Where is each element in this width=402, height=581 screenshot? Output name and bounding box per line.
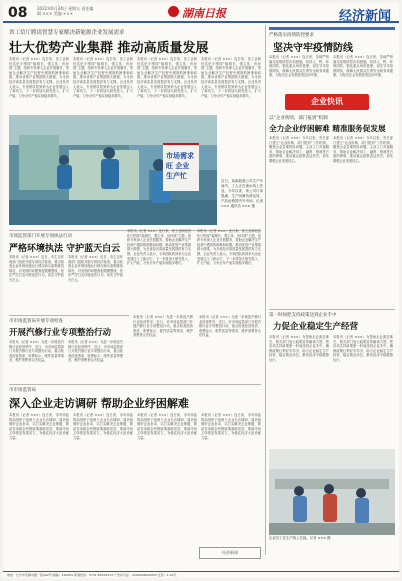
right-top-body-col-2: 本报讯（记者 ×××）连日来，各地严格落实疫情防控各项措施，坚持人、物、环境同防，强化重点场所管理，切实守牢疫情防线，保障人民群众生命安全和身体健康，为经济社会发展营造良好环境。 xyxy=(333,55,393,78)
bottom-body-col-4: 本报讯（记者 ×××）连日来，市市场监管局组织干部深入企业走访调研，面对面倾听企业诉求，实打实解决企业难题，推动各项助企纾困政策落地见效，帮助市场主体恢复发展活力，为稳住经济大盘贡献力量。 xyxy=(201,413,261,440)
lead-body-col-1: 本报讯（记者 ×××）连日来，省工业和信息化厅围绕“稳增长、强主体、优环境”主题，组织专家深入企业开展服务，帮助企业解决生产经营中遇到的困难和问题，推动优势产业集群做大做强，为全省经济高质量发展提供有力支撑。企业负责人表示，专家团队的到来为企业发展注入了新动力，下一步将加大研发投入，扩大产能，力争全年产值实现稳步增长。 xyxy=(9,57,69,98)
left-mid2-body-col-2: 本报讯（记者 ×××）为进一步规范汽修行业经营秩序，近日，市市场监管部门开展汽修行业专项整治行动，重点检查经营资质、收费标示、配件质量等情况，维护消费者合法权益。 xyxy=(68,340,123,363)
bottom-headline: 深入企业走访调研 帮助企业纾困解难 xyxy=(9,397,189,410)
right-top-kicker: 严格落实疫情防控要求 xyxy=(269,33,314,38)
logo-text: 湖南日报 xyxy=(182,7,226,20)
photo-caption: 近日，某新能源公司生产车间内，工人正在流水线上作业。今年以来，该公司订单饱满，生产线满负荷运转，产品远销国内外市场。记者 ××× 通讯员 ××× 摄 xyxy=(221,179,263,208)
center-body-col-3: 本报讯（记者 ×××）为进一步规范汽修行业经营秩序，近日，市市场监管部门开展汽修行业专项整治行动，重点检查经营资质、收费标示、配件质量等情况，维护消费者合法权益。 xyxy=(133,315,193,338)
lead-headline: 壮大优势产业集群 推动高质量发展 xyxy=(9,41,209,56)
left-mid1-headline: 严格环境执法 守护蓝天白云 xyxy=(9,244,121,254)
right-mid-kicker: 以“企业吹哨、部门报到”机制 xyxy=(269,116,328,121)
page-footer xyxy=(3,571,399,578)
left-mid2-headline: 开展汽修行业专项整治行动 xyxy=(9,328,112,338)
bottom-body-col-2: 本报讯（记者 ×××）连日来，市市场监管局组织干部深入企业走访调研，面对面倾听企业诉求，实打实解决企业难题，推动各项助企纾困政策落地见效，帮助市场主体恢复发展活力，为稳住经济大盘贡献力量。 xyxy=(73,413,133,440)
center-body-col-2: 本报讯（记者 ×××）连日来，省工业和信息化厅围绕“稳增长、强主体、优环境”主题，组织专家深入企业开展服务，帮助企业解决生产经营中遇到的困难和问题，推动优势产业集群做大做强，为全省经济高质量发展提供有力支撑。企业负责人表示，专家团队的到来为企业发展注入了新动力，下一步将加大研发投入，扩大产能，力争全年产值实现稳步增长。 xyxy=(197,229,261,266)
column-divider xyxy=(265,25,266,555)
center-body-col-4: 本报讯（记者 ×××）为进一步规范汽修行业经营秩序，近日，市市场监管部门开展汽修行业专项整治行动，重点检查经营资质、收费标示、配件质量等情况，维护消费者合法权益。 xyxy=(199,315,261,338)
lead-body-col-2: 本报讯（记者 ×××）连日来，省工业和信息化厅围绕“稳增长、强主体、优环境”主题，组织专家深入企业开展服务，帮助企业解决生产经营中遇到的困难和问题，推动优势产业集群做大做强，为全省经济高质量发展提供有力支撑。企业负责人表示，专家团队的到来为企业发展注入了新动力，下一步将加大研发投入，扩大产能，力争全年产值实现稳步增长。 xyxy=(73,57,133,98)
pull-quote xyxy=(163,143,199,191)
left-mid1-kicker: 市场监管部门开展专项执法行动 xyxy=(9,234,72,239)
section-divider-2 xyxy=(9,315,129,316)
right-top-band xyxy=(269,27,395,30)
lead-body-col-3: 本报讯（记者 ×××）连日来，省工业和信息化厅围绕“稳增长、强主体、优环境”主题，组织专家深入企业开展服务，帮助企业解决生产经营中遇到的困难和问题，推动优势产业集群做大做强，为全省经济高质量发展提供有力支撑。企业负责人表示，专家团队的到来为企业发展注入了新动力，下一步将加大研发投入，扩大产能，力争全年产值实现稳步增长。 xyxy=(137,57,197,98)
newspaper-page xyxy=(3,3,399,578)
right-mid-headline: 全力企业纾困解难 精准服务促发展 xyxy=(269,124,386,133)
section-divider-3 xyxy=(9,384,261,385)
right-photo-caption: 企业员工在生产线上忙碌。记者 ××× 摄 xyxy=(269,536,331,540)
newspaper-logo xyxy=(168,5,238,20)
right-top-body-col-1: 本报讯（记者 ×××）连日来，各地严格落实疫情防控各项措施，坚持人、物、环境同防，强化重点场所管理，切实守牢疫情防线，保障人民群众生命安全和身体健康，为经济社会发展营造良好环境。 xyxy=(269,55,329,78)
lead-kicker: 省工信厅聘请智慧专家解决新能源企业发展需求 xyxy=(9,30,125,36)
right-top-headline: 坚决守牢疫情防线 xyxy=(273,43,353,54)
center-body-col-1: 本报讯（记者 ×××）连日来，省工业和信息化厅围绕“稳增长、强主体、优环境”主题，组织专家深入企业开展服务，帮助企业解决生产经营中遇到的困难和问题，推动优势产业集群做大做强，为全省经济高质量发展提供有力支撑。企业负责人表示，专家团队的到来为企业发展注入了新动力，下一步将加大研发投入，扩大产能，力争全年产值实现稳步增长。 xyxy=(127,229,191,266)
left-mid1-body-col-1: 本报讯（记者 ×××）近日，市生态环境部门组织开展专项执法检查，重点检查企业环保设施运行情况和污染物排放情况，对发现的问题督促限期整改，依法严厉打击环境违法行为，切实守护蓝天白云。 xyxy=(9,255,64,282)
right-divider xyxy=(269,309,395,310)
bottom-body-col-3: 本报讯（记者 ×××）连日来，市市场监管局组织干部深入企业走访调研，面对面倾听企业诉求，实打实解决企业难题，推动各项助企纾困政策落地见效，帮助市场主体恢复发展活力，为稳住经济大盘贡献力量。 xyxy=(137,413,197,440)
right-mid-body-col-1: 本报讯（记者 ×××）今年以来，有关部门建立“企业吹哨、部门报到”工作机制，聚焦企业急难愁盼问题，主动上门对接服务，帮助企业解决用工、融资、物流等方面的困难，推动惠企政策直达快享，切实增强企业发展信心。 xyxy=(269,136,329,163)
publication-info: 2022年6月24日 星期五 责任编辑 ××× 美编 ××× xyxy=(37,6,94,16)
footer-text: 地址：长沙市芙蓉中路一段442号 邮编：410005 新闻热线：0731-84326111 广告许可证：4300004000003 定价：1.50元 xyxy=(7,573,177,577)
logo-seal-icon xyxy=(168,6,179,17)
right-bottom-body-col-1: 本报讯（记者 ×××）为帮助企业渡过难关，相关部门加大政策宣传解读力度，把各项支持政策第一时间送到企业手中，确保政策红利应享尽享，助力企业稳定生产经营、稳定就业岗位，推动经济平稳健康运行。 xyxy=(269,335,329,362)
pull-quote-text: 市场需求旺 企业生产忙 xyxy=(166,152,194,180)
lead-body-col-4: 本报讯（记者 ×××）连日来，省工业和信息化厅围绕“稳增长、强主体、优环境”主题，组织专家深入企业开展服务，帮助企业解决生产经营中遇到的困难和问题，推动优势产业集群做大做强，为全省经济高质量发展提供有力支撑。企业负责人表示，专家团队的到来为企业发展注入了新动力，下一步将加大研发投入，扩大产能，力争全年产值实现稳步增长。 xyxy=(201,57,261,98)
right-bottom-headline: 力促企业稳定生产经营 xyxy=(273,322,359,332)
left-mid2-body-col-1: 本报讯（记者 ×××）为进一步规范汽修行业经营秩序，近日，市市场监管部门开展汽修行业专项整治行动，重点检查经营资质、收费标示、配件质量等情况，维护消费者合法权益。 xyxy=(9,340,64,363)
left-mid2-kicker: 市市场监管局开展专项检查 xyxy=(9,319,63,324)
right-bottom-kicker: 第一时间把支持政策送到企业手中 xyxy=(269,313,337,318)
page-number: 08 xyxy=(8,5,28,21)
bottom-body-col-1: 本报讯（记者 ×××）连日来，市市场监管局组织干部深入企业走访调研，面对面倾听企业诉求，实打实解决企业难题，推动各项助企纾困政策落地见效，帮助市场主体恢复发展活力，为稳住经济大盘贡献力量。 xyxy=(9,413,69,440)
bottom-badge: 经济新闻 xyxy=(199,547,261,559)
right-mid-body-col-2: 本报讯（记者 ×××）今年以来，有关部门建立“企业吹哨、部门报到”工作机制，聚焦企业急难愁盼问题，主动上门对接服务，帮助企业解决用工、融资、物流等方面的困难，推动惠企政策直达快享，切实增强企业发展信心。 xyxy=(333,136,393,163)
masthead xyxy=(3,3,399,23)
left-mid1-body-col-2: 本报讯（记者 ×××）近日，市生态环境部门组织开展专项执法检查，重点检查企业环保设施运行情况和污染物排放情况，对发现的问题督促限期整改，依法严厉打击环境违法行为，切实守护蓝天白云。 xyxy=(68,255,123,282)
news-flash-banner: 企业快讯 xyxy=(285,94,369,110)
bottom-kicker: 市市场监管局 xyxy=(9,388,36,393)
section-title: 经济新闻 xyxy=(338,9,391,24)
right-bottom-body-col-2: 本报讯（记者 ×××）为帮助企业渡过难关，相关部门加大政策宣传解读力度，把各项支持政策第一时间送到企业手中，确保政策红利应享尽享，助力企业稳定生产经营、稳定就业岗位，推动经济平稳健康运行。 xyxy=(333,335,393,362)
workers-photo xyxy=(269,449,395,535)
